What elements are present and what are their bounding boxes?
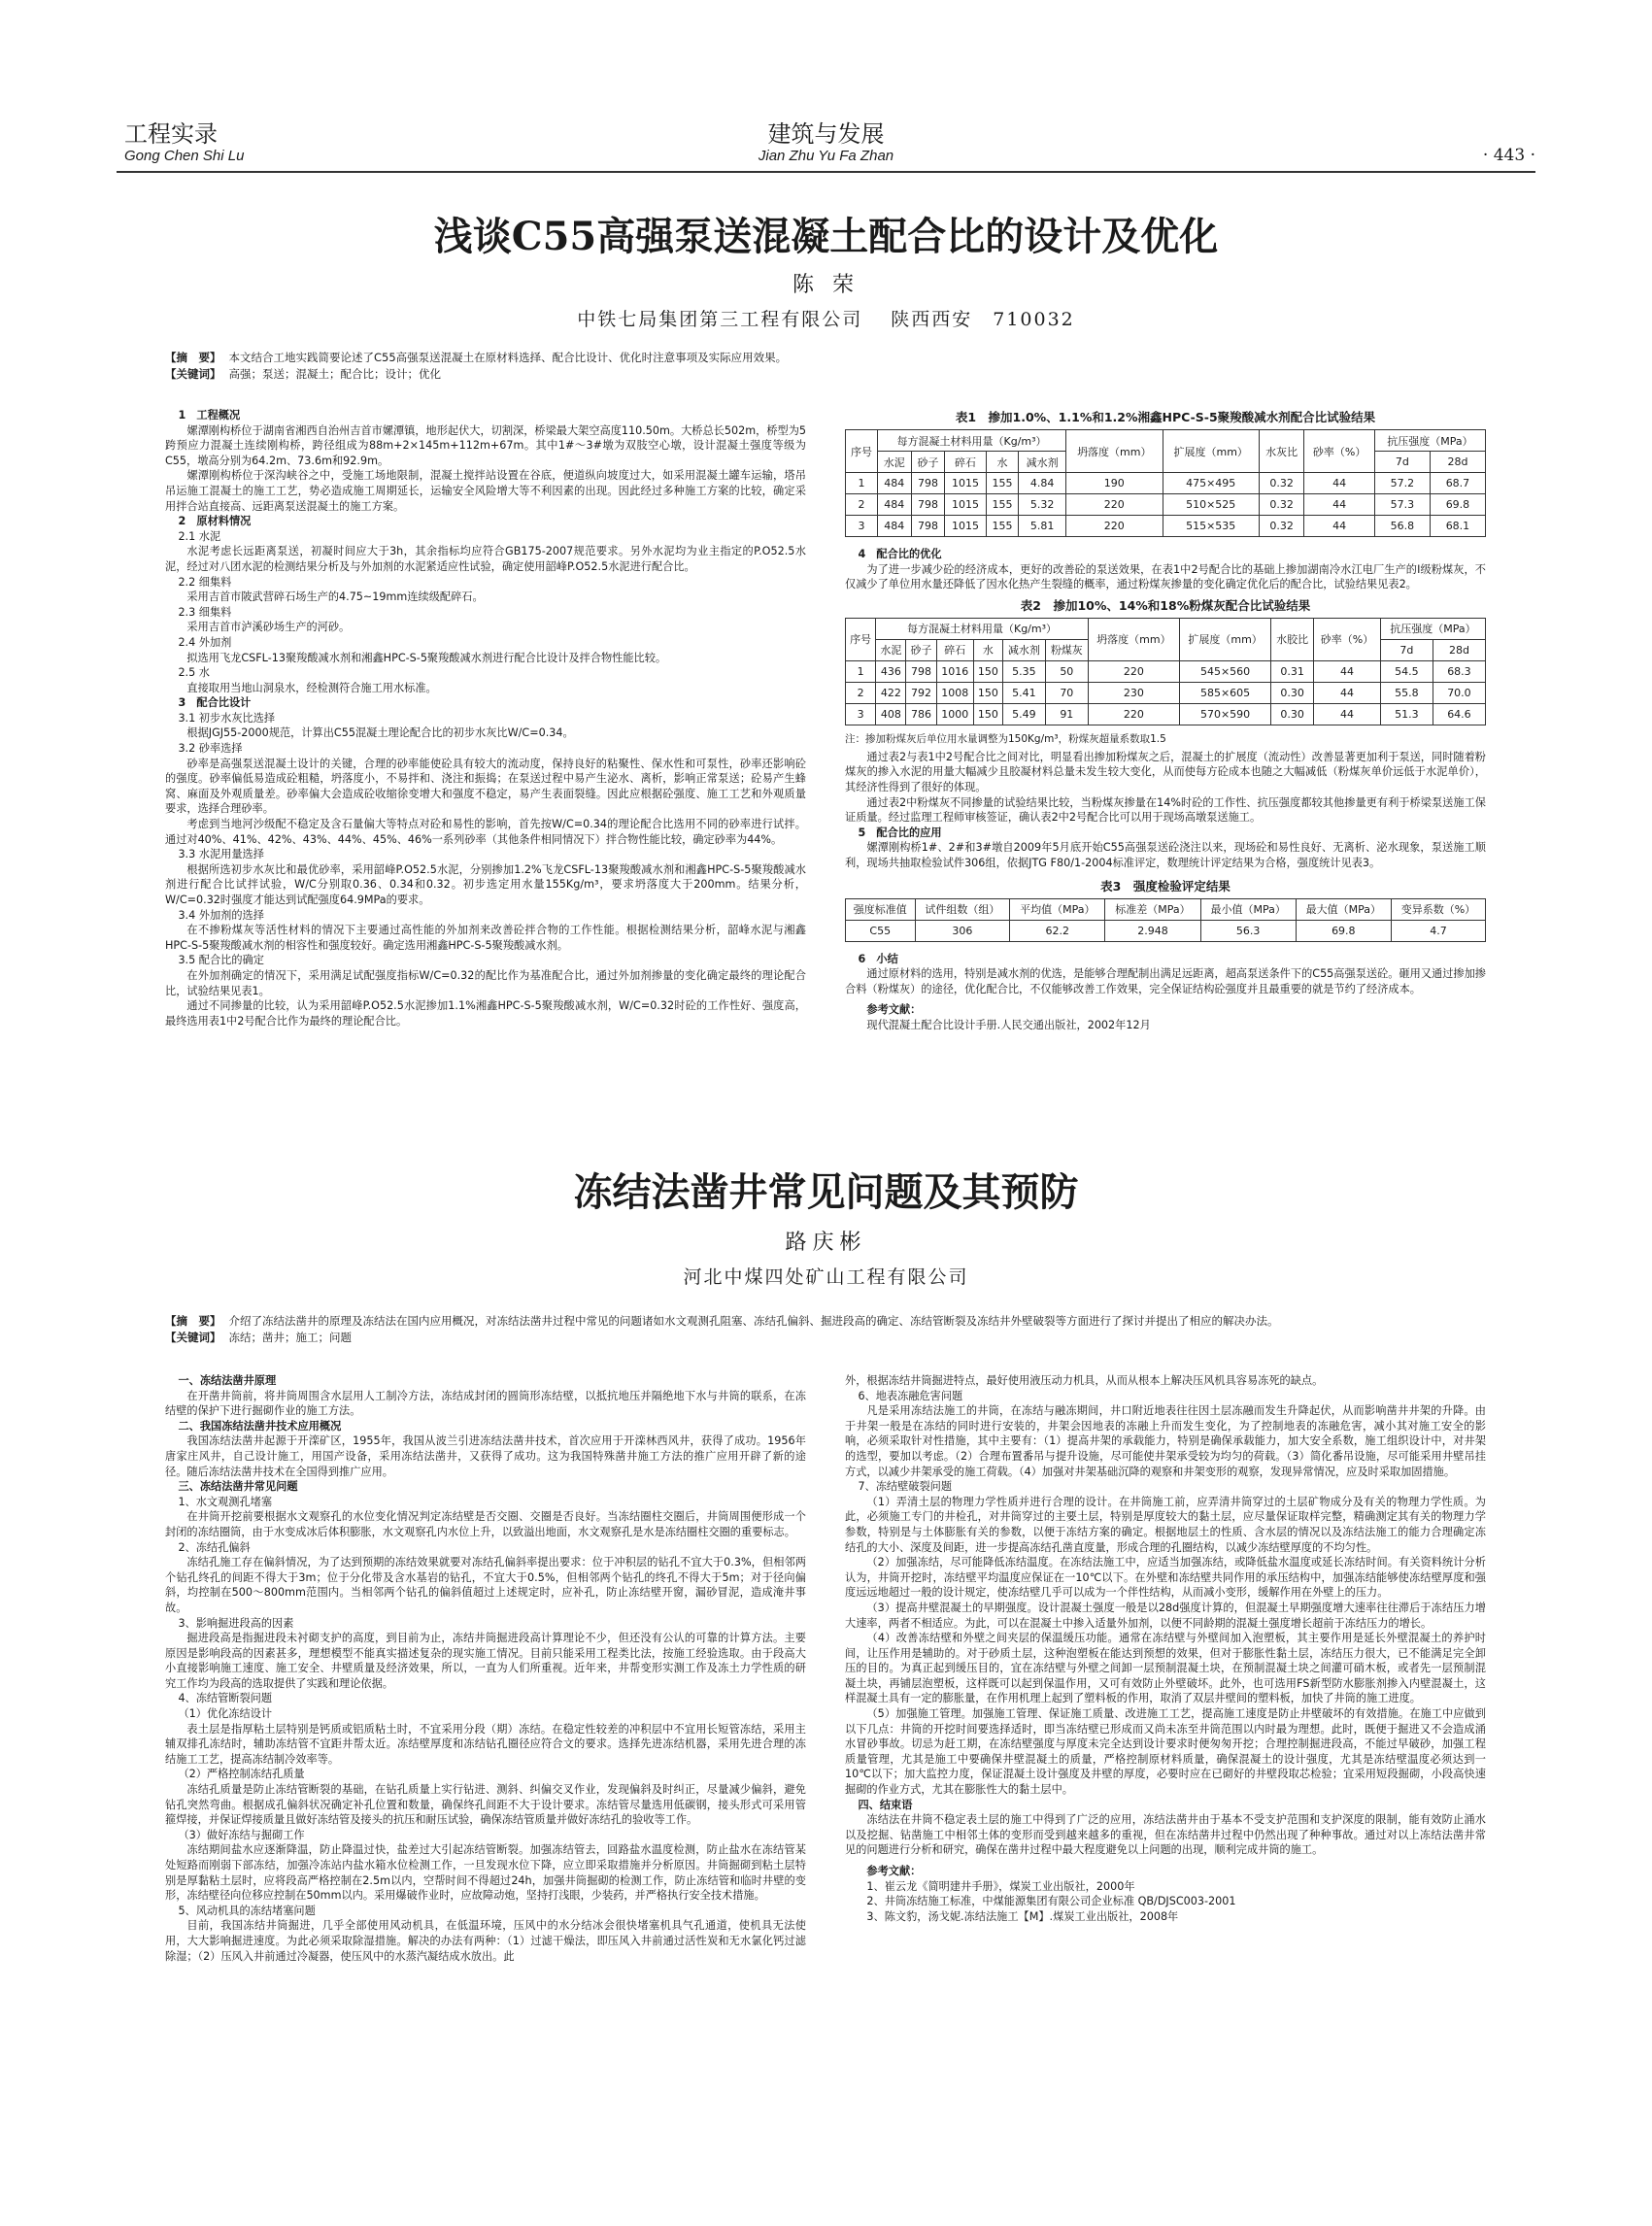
table1-cell: 68.7 [1430, 473, 1485, 494]
page-number: · 443 · [1482, 146, 1535, 165]
abstract-text: 介绍了冻结法凿井的原理及冻结法在国内应用概况，对冻结法凿井过程中常见的问题诸如水文观测孔阻塞、冻结孔偏斜、掘进段高的确定、冻结管断裂及冻结井外壁破裂等方面进行了探讨并提出了相应的解决办法。 [228, 1314, 1279, 1328]
table2-cell: 70 [1045, 682, 1088, 703]
table3-caption: 表3 强度检验评定结果 [1100, 878, 1231, 894]
keywords-label: 【关键词】 [165, 367, 221, 381]
table-row [846, 682, 1486, 703]
table2-cell: 44 [1314, 682, 1381, 703]
section-heading: 一、冻结法凿井原理 [178, 1374, 277, 1387]
article2-keywords [165, 1330, 1515, 1346]
table2-cell: 1016 [936, 660, 973, 682]
article1-title: 浅谈C55高强泵送混凝土配合比的设计及优化 [433, 214, 1219, 259]
table2-header-mix: 每方混凝土材料用量（Kg/m³） [876, 618, 1089, 639]
section-heading: 4 配合比的优化 [858, 548, 942, 560]
table1-header-no: 序号 [846, 430, 878, 473]
section-heading: 二、我国冻结法凿井技术应用概况 [178, 1419, 342, 1433]
table2-cell: 150 [973, 703, 1002, 725]
paragraph: 冻结孔质量是防止冻结管断裂的基础，在钻孔质量上实行钻进、测斜、纠偏交叉作业，发现偏斜及时纠正，尽量减少偏斜，避免钻孔突然弯曲。根据成孔偏斜状况确定补孔位置和数量，确保终孔间距不大于设计要求。冻结管尽量选用低碳钢，接头形式可采用管箍焊接，并保证焊接质量且做好冻结管及接头的抗压和耐压试验，确保冻结管质量并做好冻结孔的验收等工作。 [165, 1783, 806, 1827]
journal-name-cn: 工程实录 [124, 120, 218, 148]
paragraph: 在开凿井筒前，将井筒周围含水层用人工制冷方法，冻结成封闭的圆筒形冻结壁，以抵抗地压并隔绝地下水与井筒的联系，在冻结壁的保护下进行掘砌作业的施工方法。 [165, 1389, 806, 1418]
paragraph: 通过不同掺量的比较，认为采用韶峰P.O52.5水泥掺加1.1%湘鑫HPC-S-5聚羧酸减水剂，W/C=0.32时砼的工作性好、强度高，最终选用表1中2号配合比作为最终的理论配合比。 [165, 999, 806, 1028]
paragraph: 采用吉首市泸溪砂场生产的河砂。 [186, 621, 351, 634]
table2-header-strength: 抗压强度（MPa） [1380, 618, 1485, 639]
section-name-en: Jian Zhu Yu Fa Zhan [758, 148, 894, 164]
table3-cell: 2.948 [1105, 920, 1200, 941]
references-heading: 参考文献： [866, 1865, 922, 1877]
article2-left-column [165, 1373, 806, 1964]
paragraph: （5）加强施工管理。加强施工管理、保证施工质量、改进施工工艺，提高施工速度是防止井壁破坏的有效措施。在施工中应做到以下几点：井筒的开挖时间要选择适时，即当冻结壁已形成而又尚未冻至井筒范围以内时最为理想。此时，既便于掘进又不会造成涌水冒砂事故。切忌为赶工期，在冻结壁强度与厚度未完全达到设计要求时便匆匆开挖；合理控制掘进段高，不能过早破砂，加强工程质量管理，尤其是施工中要确保井壁混凝土的质量，严格控制原材料质量，确保混凝土的设计强度，尤其是冻结壁温度必须达到一10℃以下；加大监控力度，保证混凝土设计强度及井壁的厚度，必要时应在已砌好的井壁段取芯检验；宜采用短段掘砌，小段高快速掘砌的作业方式，尤其在膨胀性大的黏土层中。 [845, 1707, 1486, 1797]
table2-cell: 0.31 [1271, 660, 1314, 682]
table1-cell: 515×535 [1163, 516, 1259, 537]
table1-subheader: 砂子 [911, 452, 945, 473]
subsection-heading: 1、水文观测孔堵塞 [178, 1495, 273, 1508]
abstract-label: 【摘 要】 [165, 351, 221, 364]
paragraph: 直接取用当地山洞泉水，经检测符合施工用水标准。 [186, 681, 437, 694]
table2-cell: 220 [1088, 660, 1179, 682]
table1-cell: 190 [1066, 473, 1163, 494]
paragraph: 嫘潭刚构桥1#、2#和3#墩自2009年5月底开始C55高强泵送砼浇注以来，现场砼和易性良好、无离析、泌水现象，泵送施工顺利，现场共抽取检验试件306组，依据JTG F80/1-2004标准评定，数理统计评定结果为合格，强度统计见表3。 [845, 841, 1486, 869]
section-heading: 1 工程概况 [178, 409, 241, 422]
table2-cell: 68.3 [1433, 660, 1485, 682]
table1-cell: 4.84 [1019, 473, 1066, 494]
table-row [846, 703, 1486, 725]
table2-cell: 1000 [936, 703, 973, 725]
section-heading: 四、结束语 [858, 1798, 913, 1811]
paragraph: 考虑到当地河沙级配不稳定及含石量偏大等特点对砼和易性的影响，首先按W/C=0.34的理论配合比选用不同的砂率进行试拌。通过对40%、41%、42%、43%、44%、45%、46%一系列砂率（其他条件相同情况下）拌合物性能比较，确定砂率为44%。 [165, 818, 806, 846]
table2-subheader: 7d [1380, 639, 1433, 660]
article1-affiliation: 中铁七局集团第三工程有限公司 陕西西安 710032 [577, 309, 1075, 330]
article2-title: 冻结法凿井常见问题及其预防 [573, 1169, 1079, 1215]
table2-note: 注：掺加粉煤灰后单位用水量调整为150Kg/m³，粉煤灰超量系数取1.5 [845, 732, 1166, 745]
table1-cell: 44 [1304, 516, 1375, 537]
table2-cell: 64.6 [1433, 703, 1485, 725]
table3-cell: 306 [915, 920, 1010, 941]
table2-cell: 220 [1088, 703, 1179, 725]
table2-subheader: 粉煤灰 [1045, 639, 1088, 660]
table1-cell: 220 [1066, 516, 1163, 537]
table2 [845, 618, 1486, 725]
table1-cell: 1015 [945, 473, 986, 494]
table1-cell: 798 [911, 516, 945, 537]
table2-cell: 798 [906, 660, 936, 682]
subsection-heading: 2、冻结孔偏斜 [178, 1540, 251, 1554]
paragraph: 冻结法在井筒不稳定表土层的施工中得到了广泛的应用，冻结法凿井由于基本不受支护范围和支护深度的限制，能有效防止涌水以及挖掘、钻凿施工中相邻土体的变形而受到越来越多的重视，但在冻结凿井过程中仍然出现了种种事故。通过对以上冻结法凿井常见的问题进行分析和研究，确保在凿井过程中最大程度避免以上问题的出现，顺利完成井筒的施工。 [845, 1813, 1486, 1857]
table3-header: 最大值（MPa） [1296, 898, 1391, 920]
table-row [846, 920, 1486, 941]
subsection-heading: 2.2 细集料 [178, 575, 232, 589]
table1-subheader: 7d [1374, 452, 1430, 473]
paragraph: 通过表2中粉煤灰不同掺量的试验结果比较，当粉煤灰掺量在14%时砼的工作性、抗压强度都较其他掺量更有利于桥梁泵送施工保证质量。经过监理工程师审核签证，确认表2中2号配合比可以用于现场高墩泵送施工。 [845, 795, 1486, 825]
paragraph: 3、陈文豹，汤戈妮.冻结法施工【M】.煤炭工业出版社，2008年 [866, 1909, 1179, 1923]
table3-cell: C55 [846, 920, 916, 941]
table2-caption: 表2 掺加10%、14%和18%粉煤灰配合比试验结果 [1020, 597, 1311, 613]
table1-cell: 484 [877, 516, 911, 537]
table2-subheader: 砂子 [906, 639, 936, 660]
table1-cell: 798 [911, 473, 945, 494]
table1-cell: 5.32 [1019, 494, 1066, 516]
paragraph: 目前，我国冻结井筒掘进，几乎全部使用风动机具，在低温环境，压风中的水分结冰会很快堵塞机具气孔通道，使机具无法使用，大大影响掘进速度。为此必须采取除湿措施。解决的办法有两种：（1）过滤干燥法，即压风入井前通过活性炭和无水氯化钙过滤除湿；（2）压风入井前通过冷凝器，使压风中的水蒸汽凝结成水放出。此 [165, 1919, 806, 1963]
table2-cell: 70.0 [1433, 682, 1485, 703]
article2-right-column [845, 1373, 1486, 1924]
subsection-heading: 2.3 细集料 [178, 605, 232, 619]
paragraph: 我国冻结法凿井起源于开滦矿区，1955年，我国从波兰引进冻结法凿井技术，首次应用于开滦林西风井，获得了成功。1956年唐家庄风井，自己设计施工，用国产设备，采用冻结法凿井，又获得了成功。这为我国特殊凿井施工方法的推广应用开辟了新的途径。随后冻结法凿井技术在全国得到推广应用。 [165, 1434, 806, 1478]
table2-cell: 545×560 [1179, 660, 1270, 682]
table1-cell: 57.3 [1374, 494, 1430, 516]
section-heading: 6 小结 [858, 952, 898, 965]
paragraph: （3）提高井壁混凝土的早期强度。设计混凝土强度一般是以28d强度计算的，但混凝土早期强度增大速率往往滞后于冻结压力增大速率，两者不相适应。为此，可以在混凝土中掺入适量外加剂，以便不同龄期的混凝土强度增长超前于冻结压力的增长。 [845, 1601, 1486, 1630]
subsection-heading: （2）严格控制冻结孔质量 [178, 1768, 305, 1781]
table-row [846, 494, 1486, 516]
article2-author: 路庆彬 [785, 1231, 867, 1255]
header-rule [117, 171, 1535, 173]
table1-cell: 475×495 [1163, 473, 1259, 494]
paragraph: 掘进段高是指掘进段未衬砌支护的高度，到目前为止，冻结井筒掘进段高计算理论不少，但还没有公认的可靠的计算方法。主要原因是影响段高的因素甚多，理想模型不能真实描述复杂的现实施工情况。目前只能采用工程类比法，按施工经验选取。由于段高大小直接影响施工速度、施工安全、井壁质量及经济效果，所以，一直为人们所重视。近年来，井帮变形实测工作及冻土力学性质的研究工作均为段高的选取提供了实践和理论依据。 [165, 1632, 806, 1690]
table1-cell: 155 [986, 516, 1018, 537]
paragraph: 1、崔云龙《简明建井手册》，煤炭工业出版社，2000年 [866, 1879, 1135, 1893]
table2-cell: 1 [846, 660, 876, 682]
table1-cell: 0.32 [1259, 516, 1303, 537]
table-row [846, 473, 1486, 494]
article1-abstract [165, 350, 1515, 366]
subsection-heading: 4、冻结管断裂问题 [178, 1692, 273, 1705]
table2-subheader: 28d [1433, 639, 1485, 660]
table3-cell: 62.2 [1010, 920, 1105, 941]
table1-cell: 57.2 [1374, 473, 1430, 494]
subsection-heading: 3.3 水泥用量选择 [178, 848, 264, 861]
table1-cell: 0.32 [1259, 473, 1303, 494]
article1-right-text-a [845, 547, 1486, 592]
paragraph: 在不掺粉煤灰等活性材料的情况下主要通过高性能的外加剂来改善砼拌合物的工作性能。根据检测结果分析，韶峰水泥与湘鑫HPC-S-5聚羧酸减水剂的相容性和强度较好。确定选用湘鑫HPC-S-5聚羧酸减水剂。 [165, 924, 806, 952]
table2-header-no: 序号 [846, 618, 876, 660]
table3-header: 平均值（MPa） [1010, 898, 1105, 920]
table1-cell: 3 [846, 516, 878, 537]
table2-cell: 5.41 [1002, 682, 1045, 703]
paragraph: 冻结期间盐水应逐渐降温，防止降温过快，盐差过大引起冻结管断裂。加强冻结管去，回路盐水温度检测，防止盐水在冻结管某处短路而刚弱下部冻结，加强冷冻站内盐水箱水位检测工作，一旦发现水位下降，应立即采取措施并分析原因。井筒掘砌到粘土层特别是厚黏粘土层时，应将段高严格控制在2.5m以内，空帮时间不得超过24h，加强井筒掘砌的检测工作，防止冻结管和临时井壁的变形，冻结壁径向位移应控制在50mm以内。采用爆破作业时，应故障动炮，坚持打浅眼，少装药，并严格执行安全技术措施。 [165, 1843, 806, 1903]
paragraph: 根据JGJ55-2000规范，计算出C55混凝土理论配合比的初步水灰比W/C=0.34。 [186, 726, 574, 740]
table2-cell: 230 [1088, 682, 1179, 703]
table1-header-wc: 水灰比 [1259, 430, 1303, 473]
paragraph: （4）改善冻结壁和外壁之间夹层的保温缓压功能。通常在冻结壁与外壁间加入泡塑板，其主要作用是延长外壁混凝土的养护时间，让压作用是辅助的。对于砂质土层，这种泡塑板在能达到预想的效果，但对于膨胀性黏土层，冻结压力很大，已不能满足完全卸压的目的。为真正起到缓压目的，宜在冻结壁与外壁之间卸一层预制混凝土块，在预制混凝土块之间灌可硝木板，或者先一层预制混凝土块，再铺层泡塑板，这样既可以起到保温作用，又可有效防止外壁破坏。此外，也可选用FS新型防水膨胀剂掺入内壁混凝土，这样混凝土具有一定的膨胀量，在作用机理上起到了塑料板的作用，取消了双层井壁间的塑料板，加快了井筒的施工进度。 [845, 1632, 1486, 1705]
table2-cell: 91 [1045, 703, 1088, 725]
table2-header-wc: 水胶比 [1271, 618, 1314, 660]
table3-header: 试件组数（组） [915, 898, 1010, 920]
abstract-text: 本文结合工地实践简要论述了C55高强泵送混凝土在原材料选择、配合比设计、优化时注意事项及实际应用效果。 [228, 351, 788, 364]
table2-subheader: 碎石 [936, 639, 973, 660]
table3-header: 强度标准值 [846, 898, 916, 920]
table2-subheader: 水泥 [876, 639, 906, 660]
paragraph: 表土层是指厚粘土层特别是钙质或铝质粘土时，不宜采用分段（期）冻结。在稳定性较差的冲积层中不宜用长短管冻结，采用主辅双排孔冻结时，辅助冻结管不宜距井帮太近。冻结壁厚度和冻结钻孔圈径应符合文的要求。选择先进冻结机器，采用先进合理的冻结施工工艺，提高冻结制冷效率等。 [165, 1722, 806, 1766]
table2-cell: 44 [1314, 660, 1381, 682]
article1-right-text-c [845, 952, 1486, 1033]
subsection-heading: 3.1 初步水灰比选择 [178, 711, 276, 725]
table1-cell: 56.8 [1374, 516, 1430, 537]
table1-subheader: 碎石 [945, 452, 986, 473]
table1-header-slump: 坍落度（mm） [1066, 430, 1163, 473]
table3-header: 标准差（MPa） [1105, 898, 1200, 920]
table1-header-mix: 每方混凝土材料用量（Kg/m³） [877, 430, 1065, 452]
table1-cell: 1015 [945, 494, 986, 516]
article1-keywords [165, 366, 1515, 383]
table2-cell: 5.35 [1002, 660, 1045, 682]
table1-subheader: 水泥 [877, 452, 911, 473]
table1-subheader: 减水剂 [1019, 452, 1066, 473]
table1-cell: 44 [1304, 494, 1375, 516]
paragraph: 水泥考虑长远距离泵送，初凝时间应大于3h，其余指标均应符合GB175-2007规范要求。另外水泥均为业主指定的P.O52.5水泥，经过对八团水泥的检测结果分析及与外加剂的水泥紧适应性试验，确定使用韶峰P.O52.5水泥进行配合比。 [165, 545, 806, 573]
subsection-heading: 7、冻结壁破裂问题 [858, 1480, 953, 1494]
section-heading: 2 原材料情况 [178, 515, 252, 528]
article1-right-text-b [845, 750, 1486, 871]
table1-cell: 0.32 [1259, 494, 1303, 516]
article2-abstract [165, 1313, 1515, 1330]
table2-header-sand: 砂率（%） [1314, 618, 1381, 660]
table1-subheader: 水 [986, 452, 1018, 473]
table1-header-strength: 抗压强度（MPa） [1374, 430, 1485, 452]
article2-affiliation: 河北中煤四处矿山工程有限公司 [683, 1266, 969, 1288]
subsection-heading: 3.5 配合比的确定 [178, 954, 264, 967]
paragraph: 根据所选初步水灰比和最优砂率，采用韶峰P.O52.5水泥，分别掺加1.2%飞龙CSFL-13聚羧酸减水剂和湘鑫HPC-S-5聚羧酸减水剂进行配合比试拌试验，W/C分别取0.36、0.34和0.32。初步选定用水量155Kg/m³，要求坍落度大于200mm。结果分析，W/C=0.32时强度才能达到试配强度64.9MPa的要求。 [165, 862, 806, 906]
table-row [846, 660, 1486, 682]
subsection-heading: 6、地表冻融危害问题 [858, 1389, 963, 1402]
table2-cell: 44 [1314, 703, 1381, 725]
paragraph: 嫘潭刚构桥位于深沟峡谷之中，受施工场地限制，混凝土搅拌站设置在谷底，便道纵向坡度过大，如采用混凝土罐车运输，塔吊吊运施工混凝土的施工工艺，势必造成施工周期延长，运输安全风险增大等不利因素的出现。因此经过多种施工方案的比较，确定采用拌合站直接高、远距离泵送混凝土的施工方案。 [165, 469, 806, 513]
subsection-heading: 3、影响掘进段高的因素 [178, 1616, 294, 1630]
table1-cell: 484 [877, 473, 911, 494]
paragraph: 在外加剂确定的情况下，采用满足试配强度指标W/C=0.32的配比作为基准配合比，通过外加剂掺量的变化确定最终的理论配合比，试验结果见表1。 [165, 968, 806, 997]
journal-name-en: Gong Chen Shi Lu [124, 148, 245, 164]
table2-cell: 54.5 [1380, 660, 1433, 682]
section-heading: 5 配合比的应用 [858, 826, 942, 839]
subsection-heading: 2.5 水 [178, 666, 210, 680]
paragraph: 为了进一步减少砼的经济成本，更好的改善砼的泵送效果，在表1中2号配合比的基础上掺加湖南冷水江电厂生产的Ⅰ级粉煤灰，不仅减少了单位用水量还降低了因水化热产生裂缝的概率，通过粉煤灰掺量的变化确定优化后的配合比，试验结果见表2。 [845, 562, 1486, 591]
table2-cell: 3 [846, 703, 876, 725]
table2-subheader: 减水剂 [1002, 639, 1045, 660]
table2-subheader: 水 [973, 639, 1002, 660]
paragraph: 通过原材料的选用，特别是减水剂的优选，是能够合理配制出满足远距离，超高泵送条件下的C55高强泵送砼。砸用又通过掺加掺合料（粉煤灰）的途径，优化配合比，不仅能够改善工作效果，完全保证结构砼强度并且最重要的就是节约了经济成本。 [845, 967, 1486, 995]
table1-cell: 510×525 [1163, 494, 1259, 516]
table2-cell: 436 [876, 660, 906, 682]
paragraph: 在井筒开挖前要根据水文观察孔的水位变化情况判定冻结壁是否交圈、交圈是否良好。当冻结圈柱交圈后，井筒周围便形成一个封闭的冻结圈筒，由于水变成冰后体积膨胀，水文观察孔内水位上升，以致溢出地面，水文观察孔是水是冻结圈柱交圈的重要标志。 [165, 1510, 806, 1538]
table2-cell: 5.49 [1002, 703, 1045, 725]
paragraph: 冻结孔施工存在偏斜情况，为了达到预期的冻结效果就要对冻结孔偏斜率提出要求：位于冲积层的钻孔不宜大于0.3%，但相邻两个钻孔终孔的间距不得大于3m；位于分化带及含水基岩的钻孔，不宜大于0.5%，但相邻两个钻孔的终孔不得大于5m；对于径向偏斜，均控制在500～800mm范围内。当相邻两个钻孔的偏斜值超过上述规定时，应补孔，防止冻结壁开窗，漏砂冒泥，造成淹井事故。 [165, 1556, 806, 1614]
abstract-label: 【摘 要】 [165, 1314, 221, 1328]
table1-cell: 1015 [945, 516, 986, 537]
table3-header: 变异系数（%） [1391, 898, 1485, 920]
table1-subheader: 28d [1430, 452, 1485, 473]
subsection-heading: 3.2 砂率选择 [178, 742, 243, 756]
subsection-heading: （1）优化冻结设计 [178, 1707, 273, 1721]
table1-cell: 798 [911, 494, 945, 516]
article1-author: 陈 荣 [792, 273, 860, 297]
table3-cell: 56.3 [1200, 920, 1296, 941]
table1-cell: 220 [1066, 494, 1163, 516]
section-heading: 3 配合比设计 [178, 696, 252, 710]
table3 [845, 898, 1486, 942]
table2-header-slump: 坍落度（mm） [1088, 618, 1179, 660]
table2-cell: 150 [973, 660, 1002, 682]
paragraph: 通过表2与表1中2号配合比之间对比，明显看出掺加粉煤灰之后，混凝土的扩展度（流动性）改善显著更加利于泵送，同时随着粉煤灰的掺入水泥的用量大幅减少且胶凝材料总量未发生较大变化，从而使每方砼成本也随之大幅减低（粉煤灰单价远低于水泥单价），其经济性得到了很好的体现。 [845, 750, 1486, 793]
table2-cell: 150 [973, 682, 1002, 703]
table2-cell: 422 [876, 682, 906, 703]
keywords-label: 【关键词】 [165, 1331, 221, 1344]
keywords-text: 高强；泵送；混凝土；配合比；设计；优化 [228, 367, 441, 381]
references-heading: 参考文献： [866, 1003, 922, 1017]
table2-cell: 1008 [936, 682, 973, 703]
paragraph: 砂率是高强泵送混凝土设计的关键，合理的砂率能使砼具有较大的流动度，保持良好的粘聚性、保水性和可泵性，砂率还影响砼的强度。砂率偏低易造成砼粗糙，坍落度小，不易拌和、浇注和振捣；在泵送过程中易产生泌水、离析，影响正常泵送；砼易产生蜂窝、麻面及外观质量差。砂率偏大会造成砼收缩徐变增大和强度不稳定，易产生表面裂缝。因此应根据砼强度、施工工艺和外观质量要求，选择合理砂率。 [165, 757, 806, 816]
table2-cell: 0.30 [1271, 703, 1314, 725]
paragraph: 外，根据冻结井筒掘进特点，最好使用液压动力机具，从而从根本上解决压风机具容易冻死的缺点。 [845, 1374, 1324, 1387]
table2-cell: 570×590 [1179, 703, 1270, 725]
table2-cell: 51.3 [1380, 703, 1433, 725]
table1-header-sand: 砂率（%） [1304, 430, 1375, 473]
table1-cell: 155 [986, 473, 1018, 494]
paragraph: （1）弄清土层的物理力学性质并进行合理的设计。在井筒施工前，应弄清井筒穿过的土层矿物成分及有关的物理力学性质。为此，必须施工专门的井检孔，对井筒穿过的主要土层，特别是厚度较大的黏土层，应尽量保证取样完整，精确测定其有关的物理力学参数，特别是与土体膨胀有关的参数，以便于冻结方案的确定。根据地层土的性质、含水层的情况以及冻结法施工的能力合理确定冻结孔的大小、深度及间距，进一步提高冻结孔凿直度量，形成合理的孔圈结构，以减少冻结壁厚度的不均匀性。 [845, 1495, 1486, 1554]
subsection-heading: 3.4 外加剂的选择 [178, 908, 264, 922]
table3-cell: 69.8 [1296, 920, 1391, 941]
section-name-cn: 建筑与发展 [767, 120, 885, 148]
table2-header-spread: 扩展度（mm） [1179, 618, 1270, 660]
table3-cell: 4.7 [1391, 920, 1485, 941]
table1-caption: 表1 掺加1.0%、1.1%和1.2%湘鑫HPC-S-5聚羧酸减水剂配合比试验结果 [955, 410, 1376, 424]
paragraph: （2）加强冻结，尽可能降低冻结温度。在冻结法施工中，应适当加强冻结，或降低盐水温度或延长冻结时间。有关资料统计分析认为，井筒开挖时，冻结壁平均温度应保证在一10℃以下。在外壁和冻结壁共同作用的承压结构中，加强冻结能够使冻结壁厚度和强度远远地超过一般的设计规定，使冻结壁几乎可以成为一个伴性结构，从而减小变形，缓解作用在外壁上的压力。 [845, 1556, 1486, 1600]
section-heading: 三、冻结法凿井常见问题 [178, 1480, 298, 1494]
table1-cell: 484 [877, 494, 911, 516]
table1-cell: 44 [1304, 473, 1375, 494]
table2-cell: 2 [846, 682, 876, 703]
article1-left-column [165, 408, 806, 1029]
keywords-text: 冻结；凿井；施工；问题 [228, 1331, 352, 1344]
table2-cell: 408 [876, 703, 906, 725]
subsection-heading: （3）做好冻结与掘砌工作 [178, 1828, 305, 1841]
paragraph: 2、井筒冻结施工标准，中煤能源集团有限公司企业标准 QB/DJSC003-2001 [866, 1895, 1236, 1908]
subsection-heading: 2.4 外加剂 [178, 635, 232, 649]
table1-cell: 2 [846, 494, 878, 516]
paragraph: 采用吉首市陂武营碎石场生产的4.75~19mm连续级配碎石。 [186, 590, 484, 604]
article1-right-column [845, 408, 1486, 1033]
table2-cell: 792 [906, 682, 936, 703]
table2-cell: 786 [906, 703, 936, 725]
table1-cell: 155 [986, 494, 1018, 516]
paragraph: 现代混凝土配合比设计手册.人民交通出版社，2002年12月 [866, 1018, 1151, 1031]
table1-cell: 1 [846, 473, 878, 494]
table1-header-spread: 扩展度（mm） [1163, 430, 1259, 473]
table2-cell: 0.30 [1271, 682, 1314, 703]
subsection-heading: 5、风动机具的冻结堵塞问题 [178, 1904, 316, 1917]
table1 [845, 429, 1486, 537]
table2-cell: 55.8 [1380, 682, 1433, 703]
paragraph: 拟选用飞龙CSFL-13聚羧酸减水剂和湘鑫HPC-S-5聚羧酸减水剂进行配合比设计及拌合物性能比较。 [186, 651, 667, 664]
paragraph: 嫘潭刚构桥位于湖南省湘西自治州吉首市嫘潭镇，地形起伏大，切割深，桥梁最大架空高度110.50m。大桥总长502m，桥型为5跨预应力混凝土连续刚构桥，跨径组成为88m+2×145m+112m+67m。其中1#～3#墩为双肢空心墩，设计混凝土强度等级为C55，墩高分别为64.2m、73.6m和92.9m。 [165, 423, 806, 467]
table-row [846, 516, 1486, 537]
table1-cell: 68.1 [1430, 516, 1485, 537]
table1-cell: 5.81 [1019, 516, 1066, 537]
paragraph: 凡是采用冻结法施工的井筒，在冻结与融冻期间，井口附近地表往往因土层冻融而发生升降起伏，从而影响凿井井架的升降。由于井架一般是在冻结的同时进行安装的，井架会因地表的冻融上升而发生变化，为了控制地表的冻融危害，减小其对施工安全的影响，必须采取针对性措施，其中主要有：（1）提高井架的承载能力，特别是确保承载能力，加大安全系数，施工组织设计中，对井架的选型，要加以考虑。（2）合理布置番吊与提升设施，尽可能使井架承受较为均匀的荷载。（3）简化番吊设施，尽可能采用井壁吊挂方式，以减少井架承受的施工荷载。（4）加强对井架基础沉降的观察和井架变形的观察，发现异常情况，应及时采取加固措施。 [845, 1404, 1486, 1478]
table2-cell: 585×605 [1179, 682, 1270, 703]
table3-header: 最小值（MPa） [1200, 898, 1296, 920]
subsection-heading: 2.1 水泥 [178, 529, 221, 543]
table1-cell: 69.8 [1430, 494, 1485, 516]
table2-cell: 50 [1045, 660, 1088, 682]
